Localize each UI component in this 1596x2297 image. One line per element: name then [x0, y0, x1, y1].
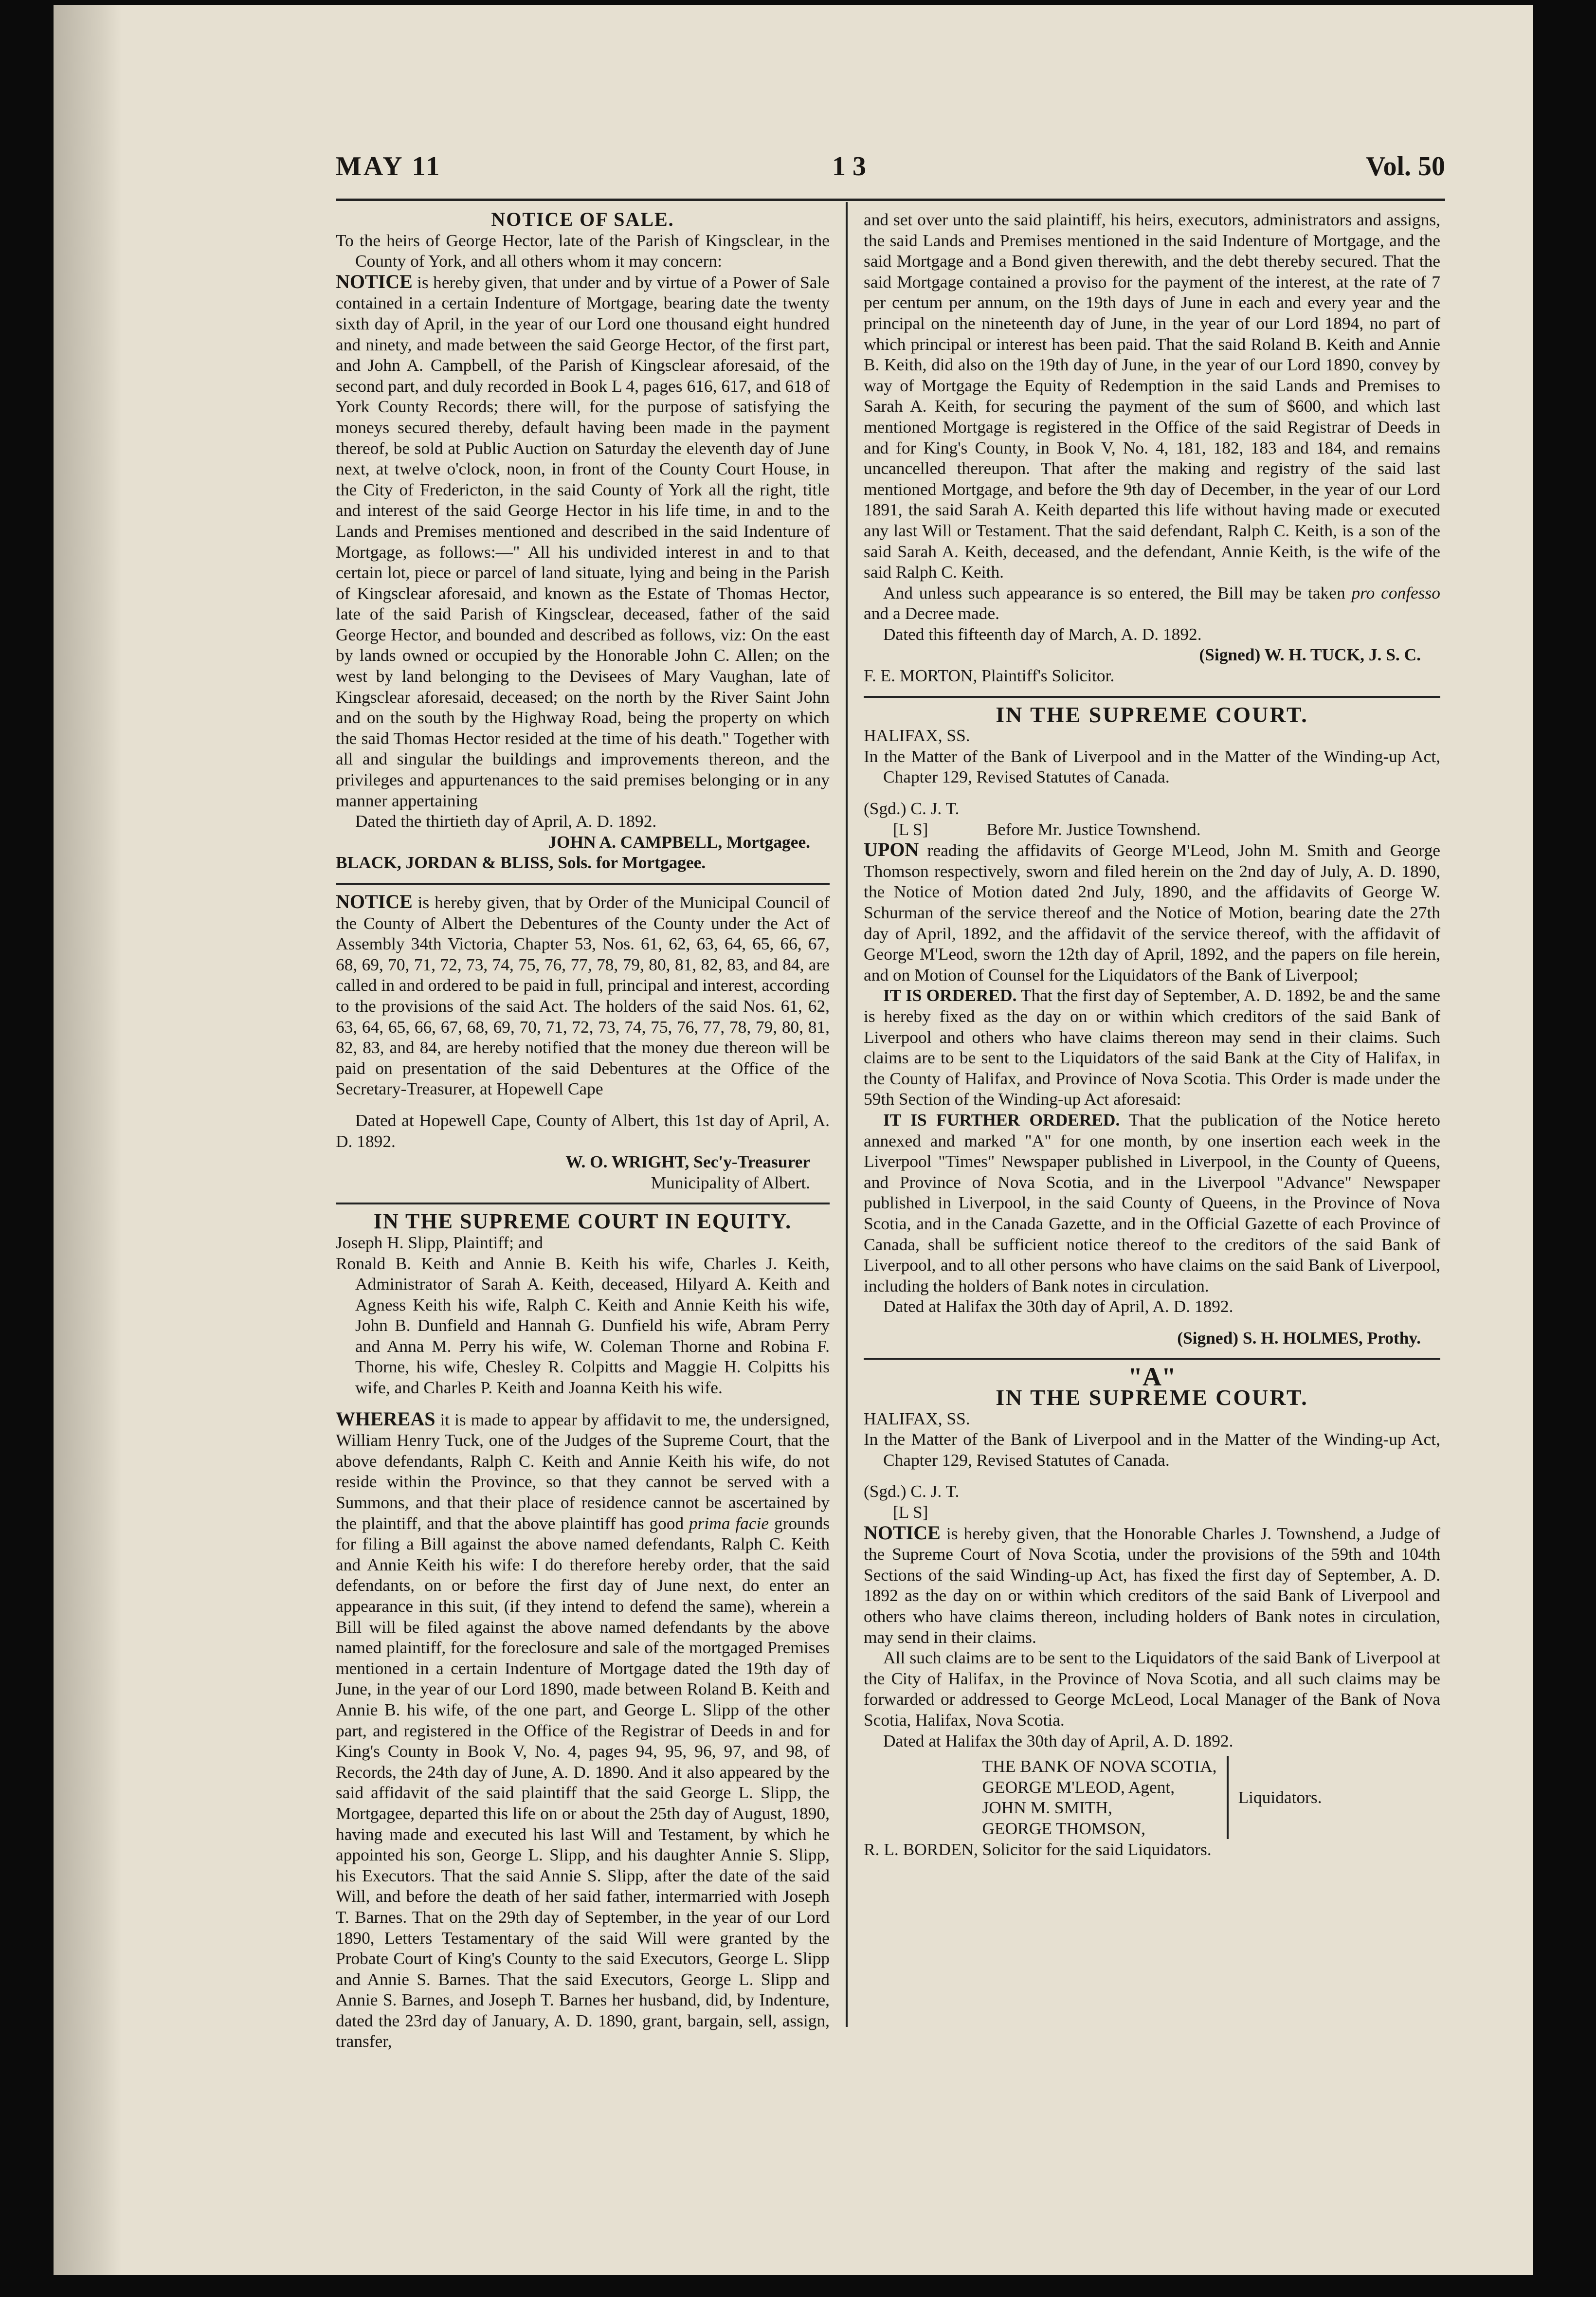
court1-further-lead: IT IS FURTHER ORDERED.	[883, 1110, 1120, 1130]
equity-text-1: it is made to appear by affidavit to me, the undersigned, William Henry Tuck, one of the Judges of the Supreme Court, that the above defendants, Ralph C. Keith and Annie Keith his wife, do not reside within the Province, so that they cannot be served with a Summons, and that their place of residence cannot be ascertained by the plaintiff, and that the above plaintiff has good	[336, 1409, 830, 1533]
debentures-signer-title: Municipality of Albert.	[651, 1172, 810, 1192]
page-gutter	[54, 5, 122, 2275]
equity-closing	[864, 583, 1440, 624]
newspaper-page	[54, 5, 1533, 2275]
court1-further	[864, 1110, 1440, 1296]
right-column	[864, 209, 1440, 1859]
equity-plaintiff: Joseph H. Slipp, Plaintiff; and	[336, 1232, 544, 1252]
court2-dated: Dated at Halifax the 30th day of April, A. D. 1892.	[883, 1731, 1233, 1750]
header-rule	[336, 199, 1445, 201]
header-page-number: 1 3	[832, 151, 866, 182]
equity-notice	[336, 1211, 830, 2052]
left-column	[336, 209, 830, 2052]
notice-of-sale	[336, 209, 830, 873]
debentures-dated: Dated at Hopewell Cape, County of Albert, this 1st day of April, A. D. 1892.	[336, 1110, 830, 1151]
notice-a-mark: "A"	[1128, 1362, 1176, 1392]
equity-defendants: Ronald B. Keith and Annie B. Keith his wife, Charles J. Keith, Administrator of Sarah A. Keith, deceased, Hilyard A. Keith and Agness Keith his wife, Ralph C. Keith and Annie Keith his wife, John B. Dunfield and Hannah G. Dunfield his wife, Abram Perry and Anna M. Perry his wife, W. Coleman Thorne and Robina F. Thorne, his wife, Chesley R. Colpitts and Maggie H. Colpitts his wife, and Charles P. Keith and Joanna Keith his wife.	[336, 1253, 830, 1398]
notice-a	[864, 1362, 1440, 1859]
section-divider	[336, 883, 830, 885]
debentures-lead: NOTICE	[336, 891, 413, 912]
equity-text-2: grounds for filing a Bill against the above named defendants, Ralph C. Keith and Annie Keith his wife: I do therefore hereby order, that the said defendants, on or before the first day of June next, do enter an appearance in this suit, (if they intend to defend the same), wherein a Bill will be filed against the above named defendants by the above named plaintiff, for the foreclosure and sale of the mortgaged Premises mentioned in a certain Indenture of Mortgage dated the 19th day of June, in the year of our Lord 1890, made between Roland B. Keith and Annie B. his wife, of the one part, and George L. Slipp of the other part, and registered in the Office of the Registrar of Deeds in and for King's County in Book V, No. 4, pages 94, 95, 96, 97, and 98, of Records, the 24th day of June, A. D. 1890. And it also appeared by the said affidavit of the said plaintiff that the said George L. Slipp, the Mortgagee, departed this life on or about the 25th day of August, 1890, having made and executed his last Will and Testament, by which he appointed his son, George L. Slipp, and his daughter Annie S. Slipp, his Executors. That the said Annie S. Slipp, after the date of the said Will, and before the death of her said father, intermarried with Joseph T. Barnes. That on the 29th day of September, in the year of our Lord 1890, Letters Testamentary of the said Will were granted by the Probate Court of King's County to the said Executors, George L. Slipp and Annie S. Barnes. That the said Executors, George L. Slipp and Annie S. Barnes, and Joseph T. Barnes her husband, did, by Indenture, dated the 23rd day of January, A. D. 1890, grant, bargain, sell, assign, transfer,	[336, 1513, 830, 2051]
equity-continued	[864, 209, 1440, 686]
court1-further-text: That the publication of the Notice hereto annexed and marked "A" for one month, by one insertion each week in the Liverpool "Times" Newspaper published in Liverpool, in the County of Queens, and Province of Nova Scotia, and in the Liverpool "Advance" Newspaper published in Liverpool, in the said County of Queens, in the Province of Nova Scotia, and in the Canada Gazette, and in the Official Gazette of each Province of Canada, shall be sufficient notice thereof to the creditors of the said Bank of Liverpool, and to all other persons who have claims on the said Bank of Liverpool, including the holders of Bank notes in circulation.	[864, 1110, 1440, 1295]
equity-title: IN THE SUPREME COURT IN EQUITY.	[373, 1209, 792, 1234]
court2-sgd: (Sgd.) C. J. T.	[864, 1481, 960, 1501]
court1-ls: [L S]	[893, 819, 928, 839]
court1-before: Before Mr. Justice Townshend.	[986, 819, 1201, 839]
closing-text-2: and a Decree made.	[864, 603, 1000, 623]
court1-lead: UPON	[864, 839, 919, 861]
equity-italic: prima facie	[689, 1513, 769, 1533]
liquidator-name: GEORGE M'LEOD, Agent,	[982, 1777, 1175, 1797]
equity-continued-dated: Dated this fifteenth day of March, A. D. 1892.	[883, 624, 1202, 644]
court1-title: IN THE SUPREME COURT.	[996, 702, 1308, 727]
court2-body2: All such claims are to be sent to the Liquidators of the said Bank of Liverpool at the City of Halifax, in the Province of Nova Scotia, and all such claims may be forwarded or addressed to George McLeod, Local Manager of the Bank of Nova Scotia, Halifax, Nova Scotia.	[864, 1648, 1440, 1730]
court1-ordered-lead: IT IS ORDERED.	[883, 985, 1017, 1005]
liquidators-label: Liquidators.	[1238, 1787, 1322, 1807]
notice-of-sale-address: To the heirs of George Hector, late of the Parish of Kingsclear, in the County of York, and all others whom it may concern:	[336, 230, 830, 271]
court2-body	[864, 1523, 1440, 1648]
notice-of-sale-body	[336, 272, 830, 811]
court1-text: reading the affidavits of George M'Leod, John M. Smith and George Thomson respectively, sworn and filed herein on the 2nd day of July, A. D. 1890, the Notice of Motion dated 2nd July, 1890, and the affidavits of George W. Schurman of the service thereof and the Notice of Motion, bearing date the 27th day of April, 1892, and the affidavit of the service thereof, with the affidavit of George M'Leod, sworn the 12th day of April, 1892, and the papers on file herein, and on Motion of Counsel for the Liquidators of the Bank of Liverpool;	[864, 840, 1440, 984]
court1-seal-line	[864, 819, 1440, 840]
equity-signed: (Signed) W. H. TUCK, J. S. C.	[1199, 645, 1421, 665]
court1-dated: Dated at Halifax the 30th day of April, A. D. 1892.	[883, 1296, 1233, 1316]
court1-venue: HALIFAX, SS.	[864, 726, 970, 746]
liquidators-list	[982, 1756, 1228, 1839]
court1-ordered	[864, 985, 1440, 1110]
equity-lead: WHEREAS	[336, 1407, 435, 1430]
court1-sgd: (Sgd.) C. J. T.	[864, 799, 960, 819]
debentures-notice	[336, 892, 830, 1193]
equity-solicitor: F. E. MORTON, Plaintiff's Solicitor.	[864, 666, 1115, 686]
court2-solicitor: R. L. BORDEN, Solicitor for the said Liquidators.	[864, 1839, 1212, 1859]
notice-lead: NOTICE	[336, 270, 413, 292]
court1-body	[864, 839, 1440, 985]
closing-italic: pro confesso	[1351, 583, 1441, 602]
liquidators-block	[864, 1756, 1440, 1839]
court2-lead: NOTICE	[864, 1521, 941, 1544]
supreme-court-order	[864, 702, 1440, 1349]
debentures-body	[336, 892, 830, 1099]
liquidator-name: JOHN M. SMITH,	[982, 1798, 1112, 1818]
notice-of-sale-dated: Dated the thirtieth day of April, A. D. 1892.	[355, 811, 657, 831]
notice-of-sale-title: NOTICE OF SALE.	[491, 208, 674, 230]
court1-signed: (Signed) S. H. HOLMES, Prothy.	[1177, 1328, 1421, 1348]
court2-matter: In the Matter of the Bank of Liverpool and in the Matter of the Winding-up Act, Chapter 129, Revised Statutes of Canada.	[864, 1429, 1440, 1470]
court1-matter: In the Matter of the Bank of Liverpool and in the Matter of the Winding-up Act, Chapter 129, Revised Statutes of Canada.	[864, 746, 1440, 787]
page-header	[336, 151, 1445, 190]
notice-text: is hereby given, that under and by virtue of a Power of Sale contained in a certain Indenture of Mortgage, bearing date the twenty sixth day of April, in the year of our Lord one thousand eight hundred and ninety, and made between the said George Hector, of the first part, and John A. Campbell, of the Parish of Kingsclear aforesaid, of the second part, and duly recorded in Book L 4, pages 616, 617, and 618 of York County Records; there will, for the purpose of satisfying the moneys secured thereby, default having been made in the payment thereof, be sold at Public Auction on Saturday the eleventh day of June next, at twelve o'clock, noon, in front of the County Court House, in the City of Fredericton, in the said County of York all the right, title and interest of the said George Hector in his life time, in and to the Lands and Premises mentioned and described in the said Indenture of Mortgage, as follows:—" All his undivided interest in and to that certain lot, piece or parcel of land situate, lying and being in the Parish of Kingsclear aforesaid, and known as the Estate of Thomas Hector, late of the said Parish of Kingsclear, deceased, father of the said George Hector, and bounded and described as follows, viz: On the east by lands owned or occupied by the Honorable John C. Allen; on the west by land belonging to the Devisees of Mary Vaughan, late of Kingsclear aforesaid, deceased; on the north by the River Saint John and on the south by the Highway Road, being the property on which the said Thomas Hector resided at the time of his death." Together with all and singular the buildings and improvements thereon, and the privileges and appurtenances to the said premises belonging or in any manner appertaining	[336, 272, 830, 810]
court2-title: IN THE SUPREME COURT.	[996, 1385, 1308, 1410]
court2-text: is hereby given, that the Honorable Charles J. Townshend, a Judge of the Supreme Court of Nova Scotia, under the provisions of the 59th and 104th Sections of the said Winding-up Act, has fixed the first day of September, A. D. 1892 as the day on or within which creditors of the said Bank of Liverpool and others who have claims thereon, including holders of Bank notes in circulation, may send in their claims.	[864, 1523, 1440, 1647]
section-divider	[864, 1358, 1440, 1360]
debentures-signer: W. O. WRIGHT, Sec'y-Treasurer	[565, 1152, 810, 1172]
court2-ls: [L S]	[893, 1502, 928, 1522]
closing-text-1: And unless such appearance is so entered, the Bill may be taken	[883, 583, 1345, 602]
notice-of-sale-signer: JOHN A. CAMPBELL, Mortgagee.	[548, 832, 810, 852]
court2-venue: HALIFAX, SS.	[864, 1408, 970, 1428]
notice-of-sale-solicitors: BLACK, JORDAN & BLISS, Sols. for Mortgagee.	[336, 853, 706, 873]
debentures-text: is hereby given, that by Order of the Municipal Council of the County of Albert the Debentures of the County under the Act of Assembly 34th Victoria, Chapter 53, Nos. 61, 62, 63, 64, 65, 66, 67, 68, 69, 70, 71, 72, 73, 74, 75, 76, 77, 78, 79, 80, 81, 82, 83, and 84, are called in and ordered to be paid in full, principal and interest, according to the provisions of the said Act. The holders of the said Nos. 61, 62, 63, 64, 65, 66, 67, 68, 69, 70, 71, 72, 73, 74, 75, 76, 77, 78, 79, 80, 81, 82, 83, and 84, are hereby notified that the money due thereon will be paid on presentation of the said Debentures at the Office of the Secretary-Treasurer, at Hopewell Cape	[336, 893, 830, 1099]
liquidator-name: THE BANK OF NOVA SCOTIA,	[982, 1756, 1217, 1776]
column-rule	[846, 202, 848, 2027]
equity-body	[336, 1409, 830, 2052]
section-divider	[336, 1203, 830, 1204]
header-volume: Vol. 50	[1366, 151, 1445, 182]
court1-ordered-text: That the first day of September, A. D. 1892, be and the same is hereby fixed as the day on or within which creditors of the said Bank of Liverpool and others who have claims thereon may send in their claims. Such claims are to be sent to the Liquidators of the said Bank at the City of Halifax, in the County of Halifax, and Province of Nova Scotia. This Order is made under the 59th Section of the Winding-up Act aforesaid:	[864, 985, 1440, 1109]
liquidator-name: GEORGE THOMSON,	[982, 1818, 1146, 1838]
header-date: MAY 11	[336, 151, 442, 182]
equity-continued-body: and set over unto the said plaintiff, his heirs, executors, administrators and assigns, the said Lands and Premises mentioned in the said Indenture of Mortgage, and the said Mortgage and a Bond given therewith, and the debt thereby secured. That the said Mortgage contained a proviso for the payment of the interest, at the rate of 7 per centum per annum, on the 19th days of June in each and every year and the principal on the nineteenth day of June, in the year of our Lord 1894, no part of which principal or interest has been paid. That the said Roland B. Keith and Annie B. Keith, did also on the 19th day of June, in the year of our Lord 1890, convey by way of Mortgage the Equity of Redemption in the said Lands and Premises to Sarah A. Keith, for securing the payment of the sum of $600, and which last mentioned Mortgage is registered in the Office of the said Registrar of Deeds in and for King's County, in Book V, No. 4, 181, 182, 183 and 184, and remains uncancelled thereupon. That after the making and registry of the said last mentioned Mortgage, and before the 9th day of December, in the year of our Lord 1891, the said Sarah A. Keith departed this life without having made or executed any last Will or Testament. That the said defendant, Ralph C. Keith, is a son of the said Sarah A. Keith, deceased, and the defendant, Annie Keith, is the wife of the said Ralph C. Keith.	[864, 210, 1440, 582]
section-divider	[864, 696, 1440, 698]
